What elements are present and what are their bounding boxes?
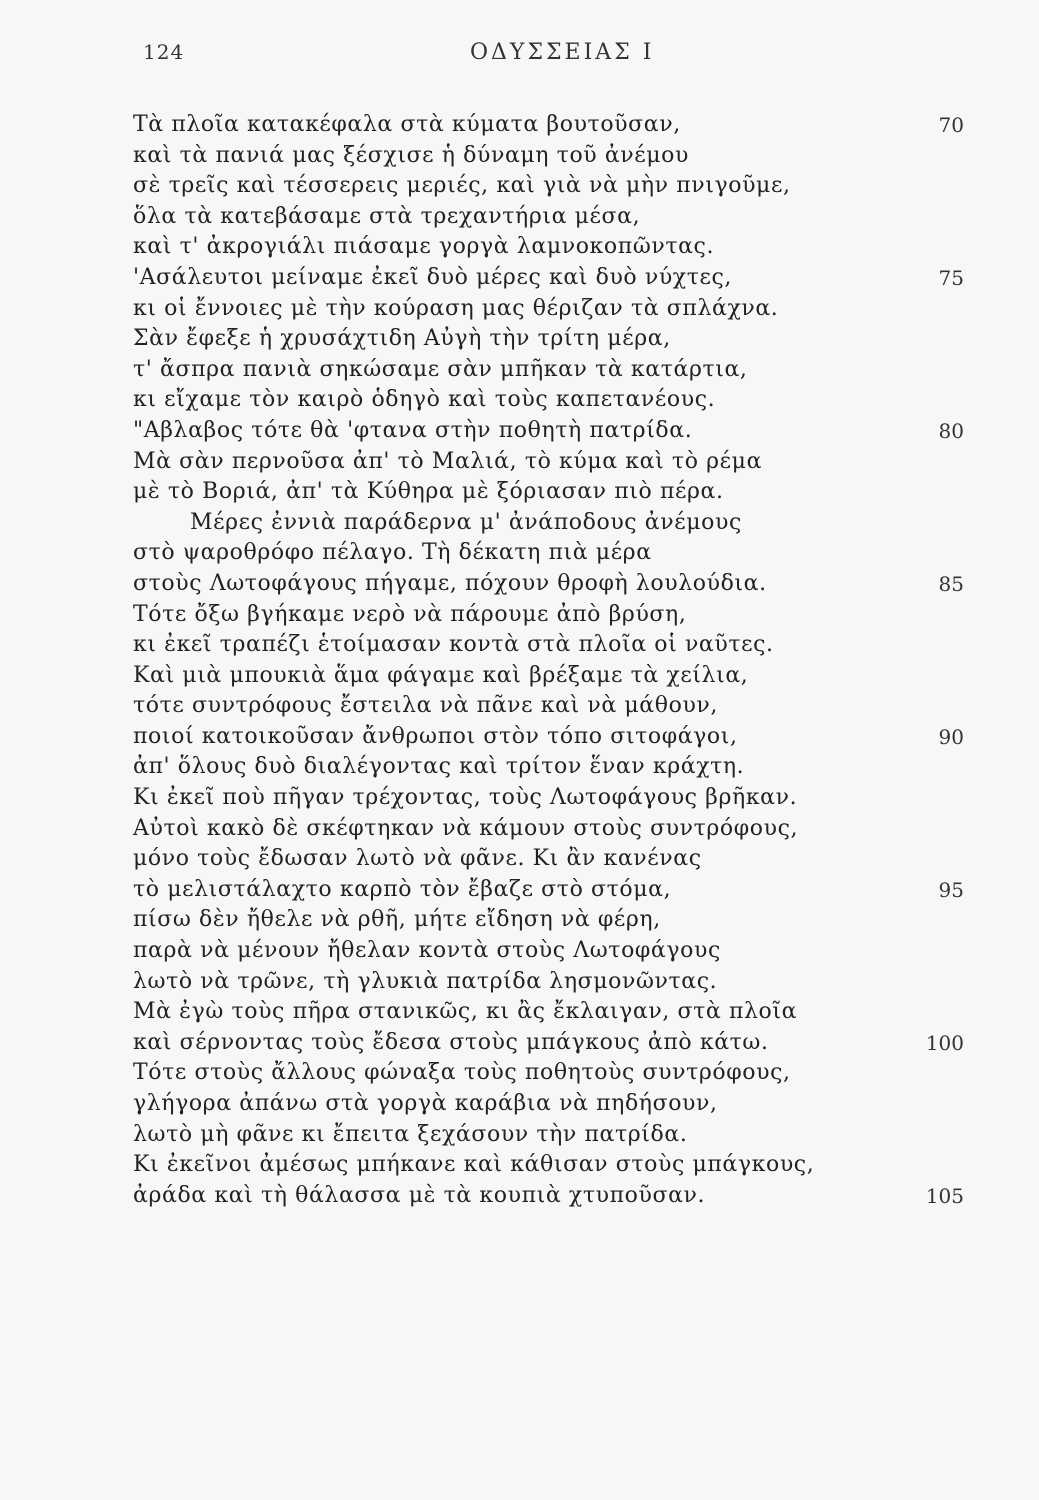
verse-line (0, 752, 1039, 783)
verse-text: κι εἴχαμε τὸν καιρὸ ὁδηγὸ καὶ τοὺς καπετανέους. (133, 387, 716, 413)
verse-line (0, 1089, 1039, 1120)
verse-text: Μέρες ἐννιὰ παράδερνα μ' ἀνάποδους ἀνέμους (190, 509, 742, 535)
verse-text: πίσω δὲν ἤθελε νὰ ρθῆ, μήτε εἴδηση νὰ φέρη, (133, 907, 661, 933)
page-header (0, 40, 1039, 70)
verse-line (0, 1120, 1039, 1151)
verse-text: ἀράδα καὶ τὴ θάλασσα μὲ τὰ κουπιὰ χτυποῦσαν. (133, 1182, 706, 1208)
verse-text: λωτὸ νὰ τρῶνε, τὴ γλυκιὰ πατρίδα λησμονῶντας. (133, 968, 718, 994)
verse-text: καὶ σέρνοντας τοὺς ἔδεσα στοὺς μπάγκους ἀπὸ κάτω. (133, 1029, 769, 1055)
verse-line (0, 936, 1039, 967)
verse-text: "Αβλαβος τότε θὰ 'φτανα στὴν ποθητὴ πατρίδα. (133, 417, 693, 443)
verse-line (0, 324, 1039, 355)
verse-line (0, 263, 1039, 294)
verse-line (0, 416, 1039, 447)
running-title: ΟΔΥΣΣΕΙΑΣ Ι (470, 40, 655, 65)
verse-line (0, 110, 1039, 141)
poem-body (0, 110, 1039, 1211)
verse-line (0, 202, 1039, 233)
verse-line (0, 141, 1039, 172)
verse-text: στὸ ψαροθρόφο πέλαγο. Τὴ δέκατη πιὰ μέρα (133, 540, 652, 566)
verse-line (0, 1058, 1039, 1089)
verse-text: Σὰν ἔφεξε ἡ χρυσάχτιδη Αὐγὴ τὴν τρίτη μέρα, (133, 326, 671, 352)
verse-line (0, 1028, 1039, 1059)
verse-line (0, 875, 1039, 906)
verse-text: Αὐτοὶ κακὸ δὲ σκέφτηκαν νὰ κάμουν στοὺς συντρόφους, (133, 815, 799, 841)
line-number: 70 (938, 113, 964, 137)
verse-text: μόνο τοὺς ἔδωσαν λωτὸ νὰ φᾶνε. Κι ἂν κανένας (133, 846, 702, 872)
verse-line (0, 355, 1039, 386)
verse-text: κι οἱ ἔννοιες μὲ τὴν κούραση μας θέριζαν τὰ σπλάχνα. (133, 295, 779, 321)
verse-text: Κι ἐκεῖ ποὺ πῆγαν τρέχοντας, τοὺς Λωτοφάγους βρῆκαν. (133, 785, 798, 811)
verse-text: Τὰ πλοῖα κατακέφαλα στὰ κύματα βουτοῦσαν, (133, 112, 681, 137)
line-number: 105 (925, 1183, 964, 1208)
line-number: 95 (938, 877, 964, 902)
verse-text: ποιοί κατοικοῦσαν ἄνθρωποι στὸν τόπο σιτοφάγοι, (133, 723, 738, 749)
verse-line (0, 385, 1039, 416)
verse-line (0, 508, 1039, 539)
verse-text: Καὶ μιὰ μπουκιὰ ἅμα φάγαμε καὶ βρέξαμε τὰ χείλια, (133, 662, 749, 688)
verse-text: κι ἐκεῖ τραπέζι ἑτοίμασαν κοντὰ στὰ πλοῖα οἱ ναῦτες. (133, 632, 774, 658)
verse-text: παρὰ νὰ μένουν ἤθελαν κοντὰ στοὺς Λωτοφάγους (133, 938, 721, 964)
verse-text: καὶ τ' ἀκρογιάλι πιάσαμε γοργὰ λαμνοκοπῶντας. (133, 234, 715, 260)
verse-text: ὅλα τὰ κατεβάσαμε στὰ τρεχαντήρια μέσα, (133, 203, 641, 229)
line-number: 90 (938, 724, 964, 749)
verse-line (0, 569, 1039, 600)
verse-text: στοὺς Λωτοφάγους πήγαμε, πόχουν θροφὴ λουλούδια. (133, 570, 767, 596)
verse-line (0, 294, 1039, 325)
verse-line (0, 783, 1039, 814)
verse-line (0, 997, 1039, 1028)
page-number: 124 (143, 40, 185, 64)
verse-line (0, 905, 1039, 936)
verse-line (0, 600, 1039, 631)
verse-text: ἀπ' ὅλους δυὸ διαλέγοντας καὶ τρίτον ἕναν κράχτη. (133, 754, 745, 780)
verse-text: καὶ τὰ πανιά μας ξέσχισε ἡ δύναμη τοῦ ἀνέμου (133, 142, 690, 168)
line-number: 80 (938, 418, 964, 443)
line-number: 75 (938, 265, 964, 290)
verse-text: 'Ασάλευτοι μείναμε ἐκεῖ δυὸ μέρες καὶ δυὸ νύχτες, (133, 264, 733, 290)
verse-text: Μὰ ἐγὼ τοὺς πῆρα στανικῶς, κι ἂς ἔκλαιγαν, στὰ πλοῖα (133, 999, 798, 1025)
verse-line (0, 477, 1039, 508)
verse-text: Μὰ σὰν περνοῦσα ἀπ' τὸ Μαλιά, τὸ κύμα καὶ τὸ ρέμα (133, 448, 763, 474)
verse-line (0, 967, 1039, 998)
verse-line (0, 1181, 1039, 1212)
verse-line (0, 232, 1039, 263)
verse-line (0, 630, 1039, 661)
verse-line (0, 844, 1039, 875)
verse-line (0, 538, 1039, 569)
verse-text: Κι ἐκεῖνοι ἀμέσως μπήκανε καὶ κάθισαν στοὺς μπάγκους, (133, 1152, 815, 1178)
verse-text: τὸ μελιστάλαχτο καρπὸ τὸν ἔβαζε στὸ στόμα, (133, 876, 672, 902)
verse-text: μὲ τὸ Βοριά, ἀπ' τὰ Κύθηρα μὲ ξόριασαν πιὸ πέρα. (133, 479, 724, 505)
verse-text: Τότε στοὺς ἄλλους φώναξα τοὺς ποθητοὺς συντρόφους, (133, 1060, 791, 1086)
verse-line (0, 722, 1039, 753)
verse-line (0, 1150, 1039, 1181)
verse-text: λωτὸ μὴ φᾶνε κι ἔπειτα ξεχάσουν τὴν πατρίδα. (133, 1121, 688, 1147)
verse-text: τότε συντρόφους ἔστειλα νὰ πᾶνε καὶ νὰ μάθουν, (133, 693, 718, 719)
verse-text: γλήγορα ἀπάνω στὰ γοργὰ καράβια νὰ πηδήσουν, (133, 1091, 718, 1116)
verse-line (0, 171, 1039, 202)
line-number: 100 (925, 1030, 964, 1055)
verse-line (0, 447, 1039, 478)
verse-text: σὲ τρεῖς καὶ τέσσερεις μεριές, καὶ γιὰ νὰ μὴν πνιγοῦμε, (133, 173, 791, 199)
verse-text: Τότε ὄξω βγήκαμε νερὸ νὰ πάρουμε ἀπὸ βρύση, (133, 601, 687, 627)
line-number: 85 (938, 571, 964, 596)
verse-line (0, 814, 1039, 845)
verse-line (0, 661, 1039, 692)
verse-line (0, 691, 1039, 722)
verse-text: τ' ἄσπρα πανιὰ σηκώσαμε σὰν μπῆκαν τὰ κατάρτια, (133, 356, 748, 382)
